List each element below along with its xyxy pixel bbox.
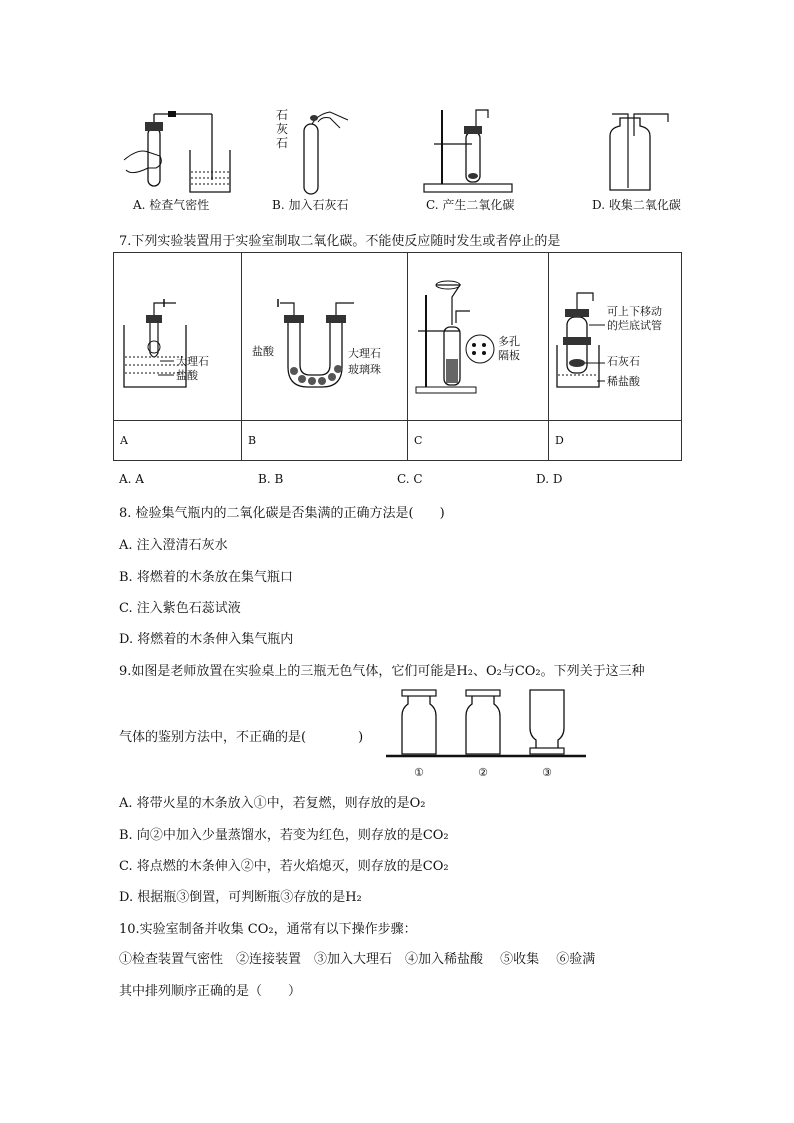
q8-option-c: C. 注入紫色石蕊试液 <box>119 601 241 616</box>
svg-text:隔板: 隔板 <box>498 349 520 362</box>
q7-apparatus-c <box>408 275 548 395</box>
svg-text:盐酸: 盐酸 <box>176 369 198 382</box>
q7-option-c: C. C <box>397 472 423 486</box>
q6-figure-a <box>118 108 238 198</box>
q7-cell-letter-b: B <box>242 421 408 461</box>
q6-caption-a: A. 检查气密性 <box>133 198 210 212</box>
q6-figure-d <box>598 106 678 196</box>
svg-text:③: ③ <box>542 766 552 779</box>
q7-option-b: B. B <box>258 472 284 486</box>
q7-stem: 7.下列实验装置用于实验室制取二氧化碳。不能使反应随时发生或者停止的是 <box>119 234 561 249</box>
q7-cell-letter-c: C <box>408 421 549 461</box>
q7-cell-d-figure <box>549 253 682 421</box>
q8-stem: 8. 检验集气瓶内的二氧化碳是否集满的正确方法是( ) <box>119 506 445 521</box>
svg-text:盐酸: 盐酸 <box>252 345 274 358</box>
svg-text:①: ① <box>414 766 424 779</box>
q7-apparatus-b <box>242 275 407 395</box>
svg-text:大理石: 大理石 <box>176 355 209 368</box>
svg-text:稀盐酸: 稀盐酸 <box>607 375 640 388</box>
q7-cell-letter-a: A <box>114 421 242 461</box>
q6-figure-c <box>422 106 522 196</box>
svg-text:大理石: 大理石 <box>348 347 381 360</box>
q9-option-b: B. 向②中加入少量蒸馏水，若变为红色，则存放的是CO₂ <box>119 828 449 843</box>
svg-text:的烂底试管: 的烂底试管 <box>607 319 662 332</box>
q8-option-d: D. 将燃着的木条伸入集气瓶内 <box>119 632 294 647</box>
q7-apparatus-table <box>113 252 682 461</box>
svg-text:②: ② <box>478 766 488 779</box>
q9-stem-line2: 气体的鉴别方法中，不正确的是( ) <box>119 730 364 745</box>
q6-b-side-label: 石 灰 石 <box>276 108 289 150</box>
q9-bottles-figure <box>386 686 586 782</box>
svg-text:多孔: 多孔 <box>498 335 520 348</box>
q10-steps: ①检查装置气密性 ②连接装置 ③加入大理石 ④加入稀盐酸 ⑤收集 ⑥验满 <box>119 952 596 967</box>
q6-caption-c: C. 产生二氧化碳 <box>426 198 515 212</box>
q7-option-a: A. A <box>119 472 144 486</box>
q7-cell-letter-d: D <box>549 421 682 461</box>
q10-stem: 10.实验室制备并收集 CO₂，通常有以下操作步骤： <box>119 922 417 937</box>
svg-text:可上下移动: 可上下移动 <box>607 305 662 318</box>
q9-option-a: A. 将带火星的木条放入①中，若复燃，则存放的是O₂ <box>119 796 426 811</box>
q9-option-c: C. 将点燃的木条伸入②中，若火焰熄灭，则存放的是CO₂ <box>119 859 449 874</box>
q7-cell-c-figure <box>408 253 549 421</box>
q7-cell-b-figure <box>242 253 408 421</box>
svg-text:玻璃珠: 玻璃珠 <box>348 363 381 376</box>
q10-question: 其中排列顺序正确的是（ ） <box>119 984 302 999</box>
q8-option-a: A. 注入澄清石灰水 <box>119 538 228 553</box>
q6-caption-b: B. 加入石灰石 <box>272 198 349 212</box>
q7-apparatus-d <box>549 275 681 395</box>
q6-caption-d: D. 收集二氧化碳 <box>592 198 681 212</box>
q7-option-d: D. D <box>536 472 563 486</box>
q7-cell-a-figure <box>114 253 242 421</box>
q7-apparatus-a <box>114 275 241 395</box>
q9-option-d: D. 根据瓶③倒置，可判断瓶③存放的是H₂ <box>119 890 362 905</box>
q8-option-b: B. 将燃着的木条放在集气瓶口 <box>119 570 293 585</box>
svg-text:石灰石: 石灰石 <box>607 355 640 368</box>
q9-stem-line1: 9.如图是老师放置在实验桌上的三瓶无色气体，它们可能是H₂、O₂与CO₂。下列关于这三种 <box>119 664 645 679</box>
